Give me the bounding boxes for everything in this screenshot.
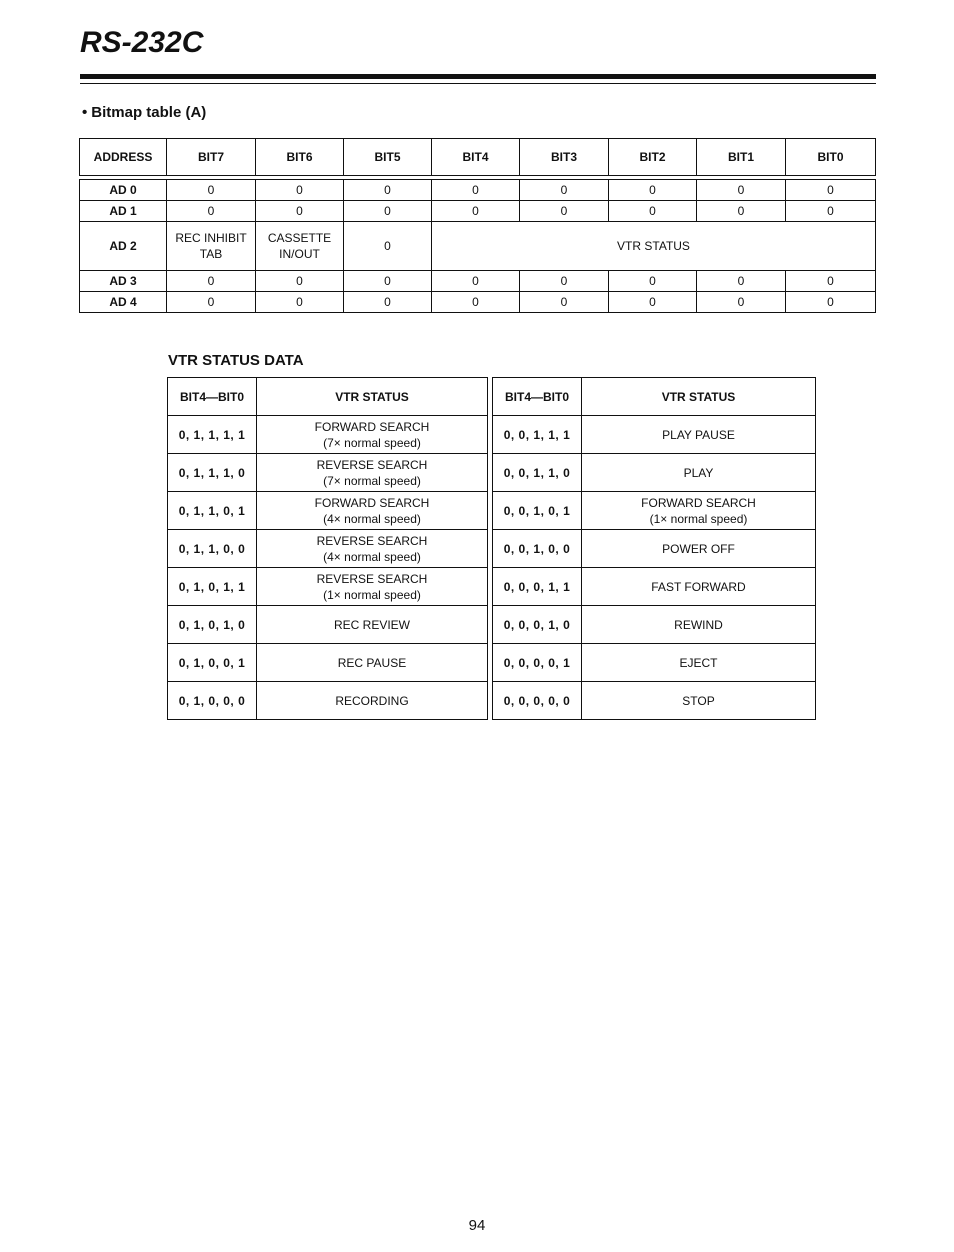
bit-cell: 0 <box>697 180 786 201</box>
table-row <box>168 492 488 530</box>
status-subtext: (4× normal speed) <box>323 549 421 564</box>
table-row <box>493 644 816 682</box>
bit-cell: 0 <box>256 180 344 201</box>
bits-cell: 0, 0, 1, 1, 0 <box>493 454 582 492</box>
status-cell <box>582 416 816 454</box>
bit-cell: 0 <box>344 201 432 222</box>
cassette-cell <box>256 222 344 271</box>
status-text: FORWARD SEARCH <box>314 495 430 510</box>
header-rule-thin <box>80 83 876 84</box>
status-text: POWER OFF <box>662 541 735 556</box>
bits-cell: 0, 0, 1, 0, 1 <box>493 492 582 530</box>
column-header: BIT4 <box>432 139 520 176</box>
status-subtext: (1× normal speed) <box>649 511 748 526</box>
status-cell <box>257 682 488 720</box>
bit-cell: 0 <box>256 292 344 313</box>
vtr-status-table-left <box>167 377 488 720</box>
address-cell: AD 1 <box>80 201 167 222</box>
status-text: FORWARD SEARCH <box>641 495 756 510</box>
table-row <box>80 222 876 271</box>
bit-cell: 0 <box>520 271 609 292</box>
status-cell <box>582 568 816 606</box>
bits-cell: 0, 0, 0, 1, 1 <box>493 568 582 606</box>
status-text: PLAY <box>683 465 714 480</box>
cassette-line1: CASSETTE <box>267 231 332 245</box>
status-text: REVERSE SEARCH <box>316 533 428 548</box>
bit-cell: 0 <box>167 271 256 292</box>
bits-cell: 0, 0, 0, 0, 0 <box>493 682 582 720</box>
status-cell <box>582 530 816 568</box>
column-header: ADDRESS <box>80 139 167 176</box>
rec-inhibit-line2: TAB <box>199 247 223 261</box>
bitmap-heading-text: Bitmap table (A) <box>91 104 207 121</box>
address-cell: AD 0 <box>80 180 167 201</box>
rec-inhibit-line1: REC INHIBIT <box>175 231 247 245</box>
status-text: REVERSE SEARCH <box>316 571 428 586</box>
table-row <box>493 530 816 568</box>
bit-cell: 0 <box>786 201 876 222</box>
status-cell <box>257 416 488 454</box>
bits-cell: 0, 0, 1, 1, 1 <box>493 416 582 454</box>
page-number: 94 <box>468 1217 486 1234</box>
bits-cell: 0, 0, 0, 1, 0 <box>493 606 582 644</box>
header-rule-thick <box>80 74 876 79</box>
table-row <box>168 454 488 492</box>
column-header: BIT3 <box>520 139 609 176</box>
bit-cell: 0 <box>609 201 697 222</box>
bullet-icon: • <box>82 104 88 121</box>
status-cell <box>257 568 488 606</box>
bits-cell: 0, 1, 0, 0, 1 <box>168 644 257 682</box>
bit-cell: 0 <box>609 180 697 201</box>
bit-cell: 0 <box>520 292 609 313</box>
status-subtext: (7× normal speed) <box>323 473 421 488</box>
bit-cell: 0 <box>520 180 609 201</box>
bit-cell: 0 <box>609 292 697 313</box>
address-cell: AD 2 <box>80 222 167 271</box>
bits-column-header: BIT4—BIT0 <box>168 378 257 416</box>
bits-column-header: BIT4—BIT0 <box>493 378 582 416</box>
status-text: REC PAUSE <box>337 655 407 670</box>
status-cell <box>582 682 816 720</box>
address-cell: AD 4 <box>80 292 167 313</box>
bit-cell: 0 <box>786 271 876 292</box>
table-row <box>493 606 816 644</box>
status-text: REC REVIEW <box>333 617 410 632</box>
bits-cell: 0, 0, 0, 0, 1 <box>493 644 582 682</box>
table-row <box>80 292 876 313</box>
bits-cell: 0, 1, 1, 0, 0 <box>168 530 257 568</box>
bit-cell: 0 <box>432 201 520 222</box>
status-cell <box>257 454 488 492</box>
status-column-header: VTR STATUS <box>257 378 488 416</box>
bitmap-header-row <box>80 139 876 176</box>
bitmap-table <box>79 138 876 313</box>
vtr-status-table-right <box>492 377 816 720</box>
page-title: RS-232C <box>80 26 204 59</box>
status-cell <box>582 492 816 530</box>
vtr-status-heading: VTR STATUS DATA <box>168 352 304 369</box>
bits-cell: 0, 1, 0, 0, 0 <box>168 682 257 720</box>
table-row <box>80 201 876 222</box>
status-text: STOP <box>682 693 715 708</box>
status-cell <box>257 492 488 530</box>
table-row <box>168 682 488 720</box>
bit-cell: 0 <box>786 180 876 201</box>
status-cell <box>257 530 488 568</box>
vtr-status-cell: VTR STATUS <box>432 222 876 271</box>
table-row <box>168 530 488 568</box>
rec-inhibit-cell <box>167 222 256 271</box>
bit-cell: 0 <box>786 292 876 313</box>
vtr-header-row <box>493 378 816 416</box>
bits-cell: 0, 1, 1, 1, 0 <box>168 454 257 492</box>
status-text: RECORDING <box>335 693 409 708</box>
status-text: FORWARD SEARCH <box>314 419 430 434</box>
bits-cell: 0, 1, 1, 0, 1 <box>168 492 257 530</box>
status-subtext: (4× normal speed) <box>323 511 421 526</box>
bitmap-heading <box>82 104 206 121</box>
bits-cell: 0, 1, 0, 1, 1 <box>168 568 257 606</box>
bit-cell: 0 <box>344 271 432 292</box>
table-row <box>493 682 816 720</box>
bit-cell: 0 <box>167 180 256 201</box>
status-cell <box>582 454 816 492</box>
bit-cell: 0 <box>609 271 697 292</box>
status-text: PLAY PAUSE <box>662 427 735 442</box>
table-row <box>80 180 876 201</box>
bit-cell: 0 <box>520 201 609 222</box>
address-cell: AD 3 <box>80 271 167 292</box>
column-header: BIT2 <box>609 139 697 176</box>
bit-cell: 0 <box>256 201 344 222</box>
status-text: EJECT <box>679 655 718 670</box>
bit-cell: 0 <box>432 271 520 292</box>
bits-cell: 0, 1, 1, 1, 1 <box>168 416 257 454</box>
table-row <box>493 492 816 530</box>
bits-cell: 0, 1, 0, 1, 0 <box>168 606 257 644</box>
bit-cell: 0 <box>344 222 432 271</box>
bit-cell: 0 <box>432 292 520 313</box>
status-text: REWIND <box>674 617 723 632</box>
table-row <box>168 416 488 454</box>
table-row <box>493 454 816 492</box>
bit-cell: 0 <box>697 292 786 313</box>
column-header: BIT6 <box>256 139 344 176</box>
bit-cell: 0 <box>167 201 256 222</box>
cassette-line2: IN/OUT <box>279 247 320 261</box>
table-row <box>168 606 488 644</box>
status-subtext: (1× normal speed) <box>323 587 421 602</box>
status-cell <box>582 606 816 644</box>
bit-cell: 0 <box>432 180 520 201</box>
bit-cell: 0 <box>697 271 786 292</box>
bit-cell: 0 <box>697 201 786 222</box>
column-header: BIT1 <box>697 139 786 176</box>
bit-cell: 0 <box>344 180 432 201</box>
status-text: REVERSE SEARCH <box>316 457 428 472</box>
bits-cell: 0, 0, 1, 0, 0 <box>493 530 582 568</box>
column-header: BIT7 <box>167 139 256 176</box>
vtr-header-row <box>168 378 488 416</box>
status-text: FAST FORWARD <box>651 579 746 594</box>
status-cell <box>257 644 488 682</box>
status-cell <box>582 644 816 682</box>
bit-cell: 0 <box>256 271 344 292</box>
table-row <box>493 568 816 606</box>
bit-cell: 0 <box>167 292 256 313</box>
table-row <box>168 644 488 682</box>
status-cell <box>257 606 488 644</box>
table-row <box>168 568 488 606</box>
column-header: BIT5 <box>344 139 432 176</box>
bit-cell: 0 <box>344 292 432 313</box>
status-subtext: (7× normal speed) <box>323 435 421 450</box>
table-row <box>80 271 876 292</box>
column-header: BIT0 <box>786 139 876 176</box>
status-column-header: VTR STATUS <box>582 378 816 416</box>
table-row <box>493 416 816 454</box>
